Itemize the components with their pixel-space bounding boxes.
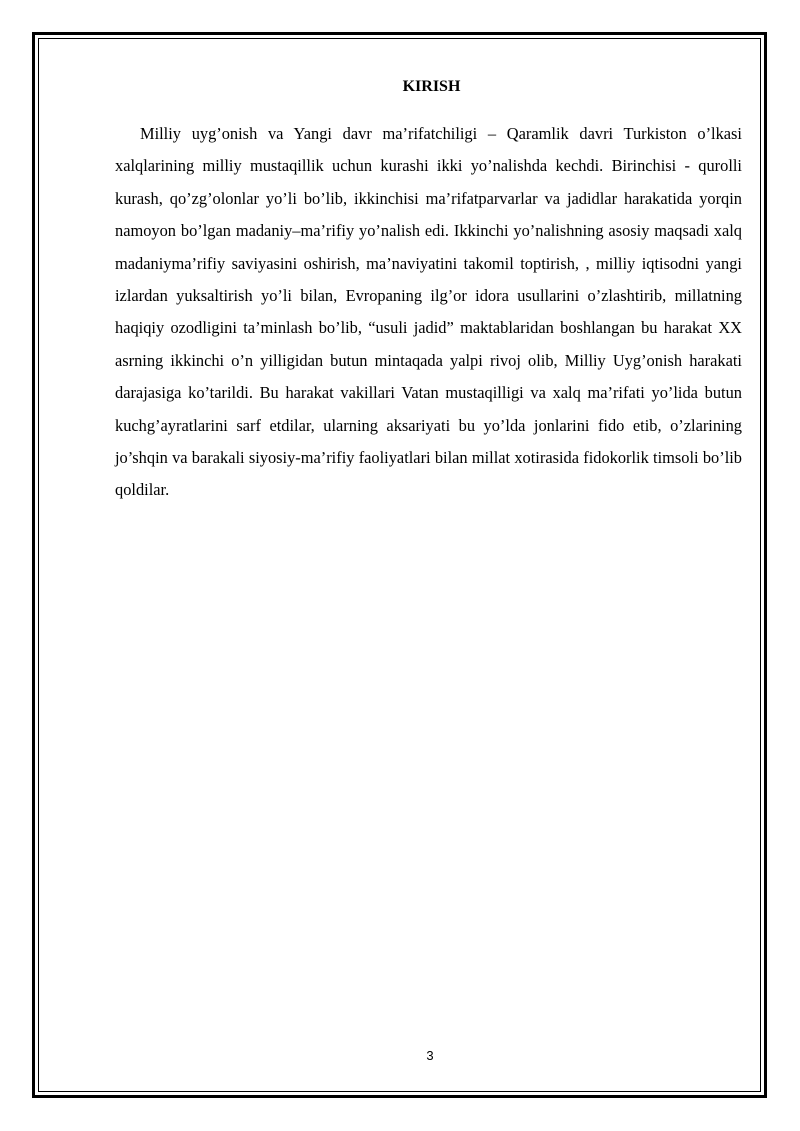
section-title: KIRISH — [402, 78, 461, 95]
page-number: 3 — [426, 1048, 434, 1063]
page-content — [115, 76, 742, 507]
body-paragraph: Milliy uyg’onish va Yangi davr ma’rifatchiligi – Qaramlik davri Turkiston o’lkasi xalqlarining milliy mustaqillik uchun kurashi ikki yo’nalishda kechdi. Birinchisi - qurolli kurash, qo’zg’olonlar yo’li bo’lib, ikkinchisi ma’rifatparvarlar va jadidlar harakatida yorqin namoyon bo’lgan madaniy–ma’rifiy yo’nalish edi. Ikkinchi yo’nalishning asosiy maqsadi xalq madaniyma’rifiy saviyasini oshirish, ma’naviyatini takomil toptirish, , milliy iqtisodni yangi izlardan yuksaltirish yo’li bilan, Evropaning ilg’or idora usullarini o’zlashtirib, millatning haqiqiy ozodligini ta’minlash bo’lib, “usuli jadid” maktablaridan boshlangan bu harakat XX asrning ikkinchi o’n yilligidan butun mintaqada yalpi rivoj olib, Milliy Uyg’onish harakati darajasiga ko’tarildi. Bu harakat vakillari Vatan mustaqilligi va xalq ma’rifati yo’lida butun kuchg’ayratlarini sarf etdilar, ularning aksariyati bu yo’lda jonlarini fido etib, o’zlarining jo’shqin va barakali siyosiy-ma’rifiy faoliyatlari bilan millat xotirasida fidokorlik timsoli bo’lib qoldilar. — [115, 124, 742, 500]
